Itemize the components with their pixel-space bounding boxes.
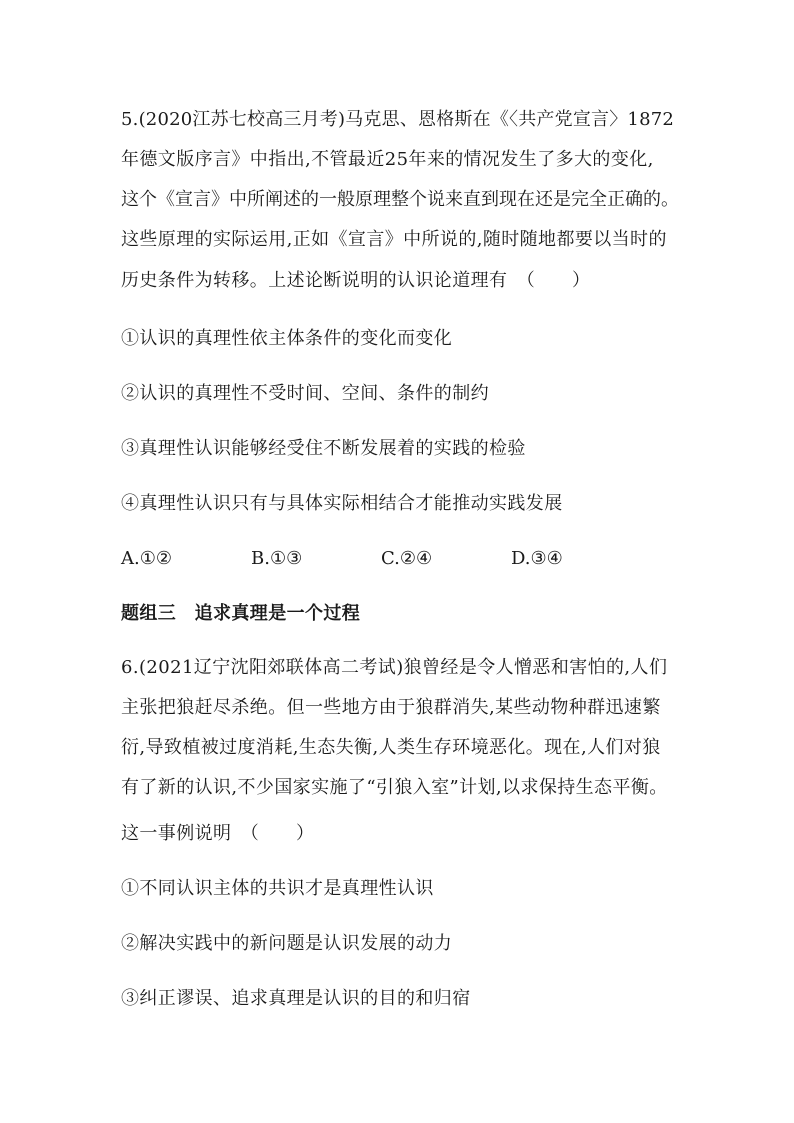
q6-line-3: 衍,导致植被过度消耗,生态失衡,人类生存环境恶化。现在,人们对狼 xyxy=(121,737,661,758)
q6-line-1: 6.(2021辽宁沈阳郊联体高二考试)狼曾经是令人憎恶和害怕的,人们 xyxy=(121,657,668,678)
q5-line-1: 5.(2020江苏七校高三月考)马克思、恩格斯在《〈共产党宣言〉1872 xyxy=(121,109,675,130)
section-heading: 题组三 追求真理是一个过程 xyxy=(121,603,361,624)
q6-option-1: ①不同认识主体的共识才是真理性认识 xyxy=(121,878,434,899)
q5-line-2: 年德文版序言》中指出,不管最近25年来的情况发生了多大的变化, xyxy=(121,149,654,170)
q5-choice-c: C.②④ xyxy=(381,548,433,569)
q5-line-3: 这个《宣言》中所阐述的一般原理整个说来直到现在还是完全正确的。 xyxy=(121,189,679,210)
q5-choice-b: B.①③ xyxy=(251,548,303,569)
q5-option-4: ④真理性认识只有与具体实际相结合才能推动实践发展 xyxy=(121,493,563,514)
q6-option-3: ③纠正谬误、追求真理是认识的目的和归宿 xyxy=(121,988,471,1009)
q5-option-3: ③真理性认识能够经受住不断发展着的实践的检验 xyxy=(121,438,526,459)
q6-option-2: ②解决实践中的新问题是认识发展的动力 xyxy=(121,933,453,954)
q5-line-4: 这些原理的实际运用,正如《宣言》中所说的,随时随地都要以当时的 xyxy=(121,229,667,250)
q6-line-5: 这一事例说明 （ ） xyxy=(121,823,315,844)
q5-choice-d: D.③④ xyxy=(511,548,563,569)
q5-option-1: ①认识的真理性依主体条件的变化而变化 xyxy=(121,328,453,349)
q5-choice-a: A.①② xyxy=(121,548,172,569)
q5-option-2: ②认识的真理性不受时间、空间、条件的制约 xyxy=(121,383,489,404)
q6-line-2: 主张把狼赶尽杀绝。但一些地方由于狼群消失,某些动物种群迅速繁 xyxy=(121,697,661,718)
q6-line-4: 有了新的认识,不少国家实施了“引狼入室”计划,以求保持生态平衡。 xyxy=(121,777,668,798)
q5-line-5: 历史条件为转移。上述论断说明的认识论道理有 （ ） xyxy=(121,270,591,291)
